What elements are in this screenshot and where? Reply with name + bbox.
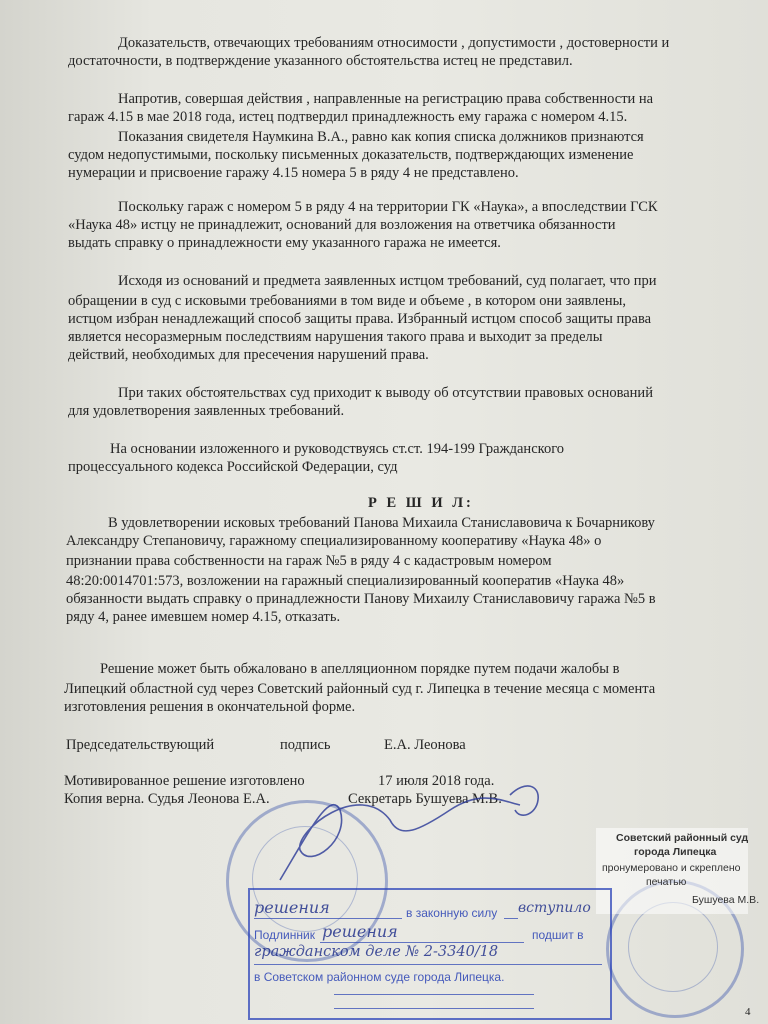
court-stamp-line4: печатью xyxy=(646,876,687,888)
paragraph-line: обязанности выдать справку о принадлежности Панову Михаилу Станиславовичу гаража №5 в xyxy=(66,591,656,607)
paragraph-line: является несоразмерным последствиям нарушения такого права и выходит за пределы xyxy=(68,329,603,345)
paragraph-line: Напротив, совершая действия , направленные на регистрацию права собственности на xyxy=(118,91,654,107)
court-numbering-stamp xyxy=(596,828,760,914)
paragraph-line: гараж 4.15 в мае 2018 года, истец подтвердил принадлежность ему гаража с номером 4.15. xyxy=(68,109,628,125)
court-stamp-line3: пронумеровано и скреплено xyxy=(602,862,741,874)
paragraph-line: достаточности, в подтверждение указанного обстоятельства истец не представил. xyxy=(68,53,573,69)
paragraph-line: действий, необходимых для пресечения нарушений права. xyxy=(68,347,429,363)
paragraph-line: Исходя из оснований и предмета заявленных истцом требований, суд полагает, что при xyxy=(118,273,657,289)
motivated-decision-label: Мотивированное решение изготовлено xyxy=(64,773,305,789)
paragraph-line: обращении в суд с исковыми требованиями в том виде и объеме , в котором они заявлены, xyxy=(68,293,626,309)
paragraph-line: При таких обстоятельствах суд приходит к выводу об отсутствии правовых оснований xyxy=(118,385,653,401)
handwritten-entered: вступило xyxy=(518,900,591,916)
paragraph-line: В удовлетворении исковых требований Панова Михаила Станиславовича к Бочарникову xyxy=(108,515,655,531)
paragraph-line: «Наука 48» истцу не принадлежит, оснований для возложения на ответчика обязанности xyxy=(68,217,616,233)
paragraph-line: ряду 4, ранее имевшем номер 4.15, отказать. xyxy=(66,609,341,625)
stamp-court-label: в Советском районном суде города Липецка. xyxy=(254,970,505,984)
paragraph-line: Поскольку гараж с номером 5 в ряду 4 на территории ГК «Наука», а впоследствии ГСК xyxy=(118,199,658,215)
handwritten-decision-1: решения xyxy=(254,898,330,917)
presiding-judge-label: Председательствующий xyxy=(66,737,215,753)
paragraph-line: судом недопустимыми, поскольку письменных доказательств, подтверждающих изменение xyxy=(68,147,634,163)
stamp-original-label: Подлинник xyxy=(254,928,315,942)
signature-scribble xyxy=(270,770,560,890)
motivated-decision-date: 17 июля 2018 года. xyxy=(378,773,495,789)
stamp-filed-label: подшит в xyxy=(532,928,584,942)
paragraph-line: Показания свидетеля Наумкина В.А., равно как копия списка должников признаются xyxy=(118,129,644,145)
paragraph-line: для удовлетворения заявленных требований. xyxy=(68,403,345,419)
page-number: 4 xyxy=(745,1006,751,1018)
court-stamp-signer: Бушуева М.В. xyxy=(692,894,760,906)
paragraph-line: 48:20:0014701:573, возложении на гаражный специализированный кооператив «Наука 48» xyxy=(66,573,625,589)
signature-label: подпись xyxy=(280,737,331,753)
secretary-name: Секретарь Бушуева М.В. xyxy=(348,791,502,807)
handwritten-decision-2: решения xyxy=(322,922,398,941)
stamp-in-force-label: в законную силу xyxy=(406,906,498,920)
entry-into-force-stamp xyxy=(248,888,612,1020)
judge-name: Е.А. Леонова xyxy=(384,737,466,753)
paragraph-line: Доказательств, отвечающих требованиям относимости , допустимости , достоверности и xyxy=(118,35,670,51)
paragraph-line: признании права собственности на гараж №5 в ряду 4 с кадастровым номером xyxy=(66,553,552,569)
handwritten-case-number: гражданском деле № 2-3340/18 xyxy=(254,944,499,960)
paragraph-line: процессуального кодекса Российской Федерации, суд xyxy=(68,459,398,475)
paragraph-line: выдать справку о принадлежности ему указанного гаража не имеется. xyxy=(68,235,501,251)
paragraph-line: Липецкий областной суд через Советский районный суд г. Липецка в течение месяца с момента xyxy=(64,681,656,697)
paragraph-line: Александру Степановичу, гаражному специализированному кооперативу «Наука 48» о xyxy=(66,533,602,549)
decision-heading: Р Е Ш И Л: xyxy=(368,495,474,511)
court-stamp-line2: города Липецка xyxy=(634,846,717,858)
copy-verified-label: Копия верна. Судья Леонова Е.А. xyxy=(64,791,270,807)
paragraph-line: На основании изложенного и руководствуясь ст.ст. 194-199 Гражданского xyxy=(110,441,565,457)
court-stamp-line1: Советский районный суд xyxy=(616,832,749,844)
paragraph-line: Решение может быть обжаловано в апелляционном порядке путем подачи жалобы в xyxy=(100,661,620,677)
paragraph-line: истцом избран ненадлежащий способ защиты права. Избранный истцом способ защиты права xyxy=(68,311,652,327)
paragraph-line: нумерации и присвоение гаражу 4.15 номера 5 в ряду 4 не представлено. xyxy=(68,165,519,181)
court-seal-inner xyxy=(628,902,718,992)
paragraph-line: изготовления решения в окончательной форме. xyxy=(64,699,356,715)
